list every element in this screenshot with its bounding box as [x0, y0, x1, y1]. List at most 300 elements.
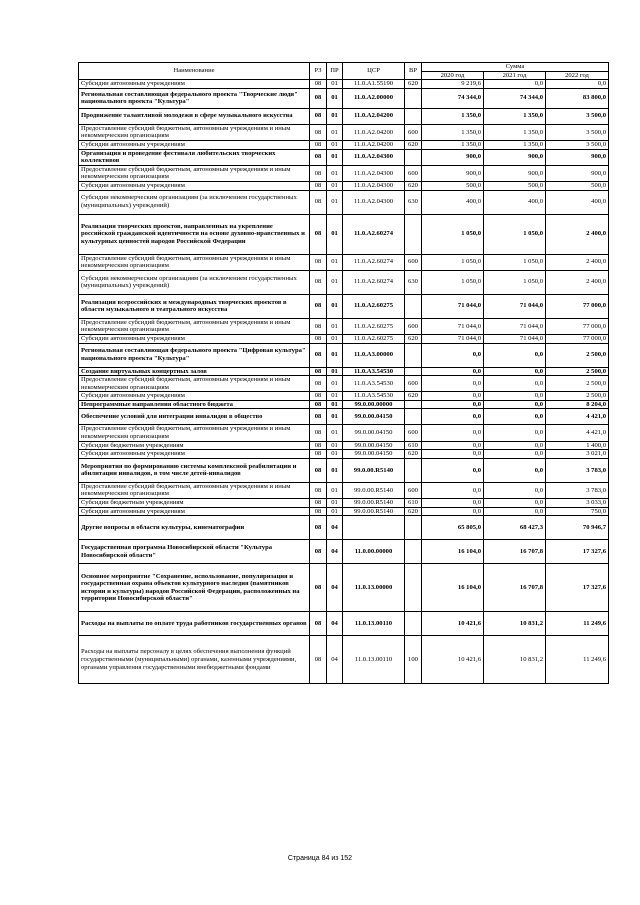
cell-pr: 01 — [327, 165, 343, 181]
cell-y1: 1 350,0 — [422, 140, 484, 149]
cell-y2: 1 050,0 — [484, 254, 546, 270]
cell-pr: 01 — [327, 450, 343, 459]
cell-vr: 620 — [405, 450, 422, 459]
cell-vr — [405, 88, 422, 108]
cell-name: Субсидии автономным учреждениям — [79, 334, 310, 343]
table-row — [79, 392, 609, 401]
cell-rz: 08 — [310, 564, 327, 612]
cell-y3: 77 000,0 — [546, 294, 609, 318]
cell-y1: 500,0 — [422, 181, 484, 190]
cell-y1: 10 421,6 — [422, 636, 484, 684]
cell-y1: 16 104,0 — [422, 540, 484, 564]
table-row — [79, 165, 609, 181]
cell-y1: 65 805,0 — [422, 516, 484, 540]
cell-y3: 900,0 — [546, 165, 609, 181]
cell-y3: 4 421,0 — [546, 409, 609, 425]
table-row — [79, 400, 609, 409]
cell-csr — [343, 516, 405, 540]
cell-name: Обеспечение условий для интеграции инвалидов в общество — [79, 409, 310, 425]
table-row — [79, 108, 609, 124]
cell-csr: 99.0.00.04150 — [343, 441, 405, 450]
cell-rz: 08 — [310, 140, 327, 149]
cell-name: Субсидии автономным учреждениям — [79, 450, 310, 459]
cell-vr: 600 — [405, 165, 422, 181]
cell-csr: 11.0.13.00000 — [343, 564, 405, 612]
budget-document — [78, 62, 608, 684]
cell-y1: 1 350,0 — [422, 108, 484, 124]
cell-y3: 83 800,0 — [546, 88, 609, 108]
table-row — [79, 612, 609, 636]
cell-y2: 0,0 — [484, 425, 546, 441]
cell-y2: 74 344,0 — [484, 88, 546, 108]
cell-name: Реализация всероссийских и международных творческих проектов в области музыкального и театрального искусства — [79, 294, 310, 318]
header-pr: ПР — [327, 63, 343, 80]
table-row — [79, 190, 609, 214]
cell-vr — [405, 564, 422, 612]
cell-y3: 17 327,6 — [546, 540, 609, 564]
cell-name: Продвижение талантливой молодежи в сфере музыкального искусства — [79, 108, 310, 124]
cell-y1: 9 219,6 — [422, 80, 484, 89]
header-rz: РЗ — [310, 63, 327, 80]
cell-rz: 08 — [310, 181, 327, 190]
cell-pr: 01 — [327, 181, 343, 190]
cell-vr — [405, 214, 422, 254]
cell-rz: 08 — [310, 334, 327, 343]
table-row — [79, 458, 609, 482]
cell-rz: 08 — [310, 450, 327, 459]
cell-rz: 08 — [310, 499, 327, 508]
table-row — [79, 564, 609, 612]
cell-y3: 3 783,0 — [546, 482, 609, 498]
cell-name: Предоставление субсидий бюджетным, автономным учреждениям и иным некоммерческим организациям — [79, 124, 310, 140]
cell-y3: 8 204,0 — [546, 400, 609, 409]
cell-vr — [405, 108, 422, 124]
cell-vr: 620 — [405, 80, 422, 89]
table-row — [79, 540, 609, 564]
cell-csr: 11.0.А1.55190 — [343, 80, 405, 89]
cell-pr: 01 — [327, 441, 343, 450]
cell-rz: 08 — [310, 400, 327, 409]
cell-pr: 01 — [327, 409, 343, 425]
cell-y3: 3 500,0 — [546, 140, 609, 149]
cell-y3: 3 500,0 — [546, 124, 609, 140]
cell-vr: 600 — [405, 124, 422, 140]
cell-y1: 0,0 — [422, 409, 484, 425]
table-row — [79, 124, 609, 140]
cell-y1: 0,0 — [422, 450, 484, 459]
cell-csr: 11.0.00.00000 — [343, 540, 405, 564]
cell-name: Расходы на выплаты персоналу в целях обеспечения выполнения функций государственными (муниципальными) органами, казенными учреждениями, органами управления государственными внебюджетными фондами — [79, 636, 310, 684]
cell-pr: 01 — [327, 343, 343, 367]
cell-vr: 620 — [405, 392, 422, 401]
cell-y1: 0,0 — [422, 458, 484, 482]
table-row — [79, 149, 609, 165]
cell-y3: 4 421,0 — [546, 425, 609, 441]
cell-name: Региональная составляющая федерального проекта "Творческие люди" национального проекта "Культура" — [79, 88, 310, 108]
cell-y1: 0,0 — [422, 400, 484, 409]
cell-name: Государственная программа Новосибирской области "Культура Новосибирской области" — [79, 540, 310, 564]
table-row — [79, 214, 609, 254]
cell-y2: 71 044,0 — [484, 334, 546, 343]
cell-rz: 08 — [310, 458, 327, 482]
cell-pr: 04 — [327, 564, 343, 612]
cell-rz: 08 — [310, 367, 327, 376]
cell-csr: 11.0.А2.60275 — [343, 318, 405, 334]
table-row — [79, 636, 609, 684]
cell-rz: 08 — [310, 409, 327, 425]
cell-pr: 01 — [327, 108, 343, 124]
cell-pr: 04 — [327, 612, 343, 636]
cell-vr: 600 — [405, 254, 422, 270]
cell-name: Предоставление субсидий бюджетным, автономным учреждениям и иным некоммерческим организациям — [79, 482, 310, 498]
cell-pr: 01 — [327, 88, 343, 108]
cell-csr: 11.0.13.00110 — [343, 636, 405, 684]
cell-y3: 1 400,0 — [546, 441, 609, 450]
table-row — [79, 80, 609, 89]
cell-csr: 99.0.00.04150 — [343, 425, 405, 441]
cell-csr: 99.0.00.R5140 — [343, 499, 405, 508]
cell-y2: 0,0 — [484, 367, 546, 376]
cell-y1: 0,0 — [422, 499, 484, 508]
table-row — [79, 367, 609, 376]
cell-y1: 71 044,0 — [422, 294, 484, 318]
cell-pr: 01 — [327, 190, 343, 214]
table-row — [79, 343, 609, 367]
cell-y3: 2 400,0 — [546, 254, 609, 270]
cell-name: Региональная составляющая федерального проекта "Цифровая культура" национального проекта "Культура" — [79, 343, 310, 367]
cell-pr: 01 — [327, 254, 343, 270]
cell-y1: 400,0 — [422, 190, 484, 214]
cell-csr: 11.0.А2.04300 — [343, 181, 405, 190]
cell-csr: 11.0.А2.60275 — [343, 294, 405, 318]
cell-csr: 11.0.А3.00000 — [343, 343, 405, 367]
cell-csr: 99.0.00.R5140 — [343, 482, 405, 498]
cell-y1: 0,0 — [422, 367, 484, 376]
cell-csr: 11.0.А2.60274 — [343, 214, 405, 254]
cell-pr: 04 — [327, 636, 343, 684]
cell-vr: 620 — [405, 334, 422, 343]
cell-pr: 01 — [327, 482, 343, 498]
cell-y3: 3 021,0 — [546, 450, 609, 459]
cell-pr: 01 — [327, 499, 343, 508]
cell-pr: 01 — [327, 214, 343, 254]
cell-y1: 1 050,0 — [422, 214, 484, 254]
cell-y3: 70 946,7 — [546, 516, 609, 540]
cell-csr: 11.0.А2.04200 — [343, 140, 405, 149]
cell-pr: 01 — [327, 507, 343, 516]
cell-y2: 0,0 — [484, 80, 546, 89]
cell-y2: 900,0 — [484, 149, 546, 165]
cell-y2: 0,0 — [484, 392, 546, 401]
cell-csr: 99.0.00.04150 — [343, 450, 405, 459]
cell-csr: 11.0.А2.60275 — [343, 334, 405, 343]
cell-y3: 2 500,0 — [546, 367, 609, 376]
cell-pr: 04 — [327, 516, 343, 540]
cell-y3: 400,0 — [546, 190, 609, 214]
table-row — [79, 270, 609, 294]
cell-rz: 08 — [310, 540, 327, 564]
cell-y1: 16 104,0 — [422, 564, 484, 612]
cell-pr: 01 — [327, 80, 343, 89]
cell-y3: 0,0 — [546, 80, 609, 89]
cell-y2: 500,0 — [484, 181, 546, 190]
cell-vr: 630 — [405, 190, 422, 214]
cell-vr — [405, 409, 422, 425]
cell-csr: 99.0.00.04150 — [343, 409, 405, 425]
cell-name: Предоставление субсидий бюджетным, автономным учреждениям и иным некоммерческим организациям — [79, 425, 310, 441]
cell-y2: 0,0 — [484, 343, 546, 367]
cell-y1: 0,0 — [422, 392, 484, 401]
cell-vr: 620 — [405, 507, 422, 516]
cell-name: Субсидии автономным учреждениям — [79, 80, 310, 89]
cell-csr: 11.0.А3.54530 — [343, 392, 405, 401]
cell-y3: 11 249,6 — [546, 636, 609, 684]
cell-rz: 08 — [310, 254, 327, 270]
cell-y3: 2 500,0 — [546, 376, 609, 392]
cell-rz: 08 — [310, 124, 327, 140]
page-number: Страница 84 из 152 — [287, 855, 353, 862]
cell-name: Субсидии бюджетным учреждениям — [79, 441, 310, 450]
cell-csr: 11.0.А2.00000 — [343, 88, 405, 108]
cell-y2: 1 050,0 — [484, 214, 546, 254]
cell-y2: 10 831,2 — [484, 636, 546, 684]
cell-y3: 750,0 — [546, 507, 609, 516]
cell-rz: 08 — [310, 516, 327, 540]
cell-rz: 08 — [310, 376, 327, 392]
cell-csr: 11.0.13.00110 — [343, 612, 405, 636]
cell-vr — [405, 294, 422, 318]
cell-name: Расходы на выплаты по оплате труда работников государственных органов — [79, 612, 310, 636]
table-row — [79, 140, 609, 149]
cell-vr — [405, 458, 422, 482]
table-row — [79, 425, 609, 441]
cell-y2: 0,0 — [484, 450, 546, 459]
table-row — [79, 88, 609, 108]
cell-rz: 08 — [310, 441, 327, 450]
cell-vr: 100 — [405, 636, 422, 684]
cell-y3: 77 000,0 — [546, 334, 609, 343]
cell-csr: 11.0.А2.04300 — [343, 165, 405, 181]
cell-rz: 08 — [310, 612, 327, 636]
cell-y3: 900,0 — [546, 149, 609, 165]
cell-name: Создание виртуальных концертных залов — [79, 367, 310, 376]
cell-csr: 11.0.А2.04300 — [343, 190, 405, 214]
cell-csr: 11.0.А2.60274 — [343, 270, 405, 294]
cell-rz: 08 — [310, 507, 327, 516]
cell-y1: 0,0 — [422, 482, 484, 498]
cell-y2: 16 707,8 — [484, 564, 546, 612]
cell-pr: 01 — [327, 400, 343, 409]
cell-rz: 08 — [310, 343, 327, 367]
table-row — [79, 499, 609, 508]
cell-y1: 0,0 — [422, 343, 484, 367]
cell-y3: 500,0 — [546, 181, 609, 190]
table-row — [79, 294, 609, 318]
cell-csr: 11.0.А2.60274 — [343, 254, 405, 270]
cell-vr — [405, 612, 422, 636]
cell-y2: 0,0 — [484, 499, 546, 508]
cell-rz: 08 — [310, 294, 327, 318]
cell-csr: 11.0.А2.04200 — [343, 124, 405, 140]
cell-y1: 74 344,0 — [422, 88, 484, 108]
cell-y1: 0,0 — [422, 441, 484, 450]
cell-rz: 08 — [310, 270, 327, 294]
cell-csr: 11.0.А2.04200 — [343, 108, 405, 124]
cell-pr: 01 — [327, 294, 343, 318]
cell-vr: 610 — [405, 441, 422, 450]
cell-rz: 08 — [310, 482, 327, 498]
cell-rz: 08 — [310, 392, 327, 401]
cell-y2: 0,0 — [484, 507, 546, 516]
cell-name: Мероприятия по формированию системы комплексной реабилитации и абилитации инвалидов, в том числе детей-инвалидов — [79, 458, 310, 482]
cell-vr: 600 — [405, 318, 422, 334]
cell-pr: 01 — [327, 140, 343, 149]
cell-csr: 99.0.00.R5140 — [343, 458, 405, 482]
cell-y1: 1 050,0 — [422, 270, 484, 294]
cell-csr: 11.0.А3.54530 — [343, 376, 405, 392]
cell-vr: 600 — [405, 425, 422, 441]
cell-name: Предоставление субсидий бюджетным, автономным учреждениям и иным некоммерческим организациям — [79, 254, 310, 270]
header-csr: ЦСР — [343, 63, 405, 80]
header-year-2020: 2020 год — [422, 71, 484, 80]
cell-rz: 08 — [310, 636, 327, 684]
cell-name: Субсидии некоммерческим организациям (за исключением государственных (муниципальных) учреждений) — [79, 190, 310, 214]
cell-name: Основное мероприятие "Сохранение, использование, популяризация и государственная охрана объектов культурного наследия (памятников истории и культуры) народов Российской Федерации, расположенных на территории Новосибирской области" — [79, 564, 310, 612]
cell-y2: 0,0 — [484, 441, 546, 450]
cell-vr: 620 — [405, 181, 422, 190]
cell-y2: 900,0 — [484, 165, 546, 181]
cell-name: Субсидии автономным учреждениям — [79, 181, 310, 190]
cell-name: Субсидии автономным учреждениям — [79, 507, 310, 516]
cell-y3: 3 500,0 — [546, 108, 609, 124]
cell-vr — [405, 400, 422, 409]
cell-pr: 01 — [327, 458, 343, 482]
table-row — [79, 516, 609, 540]
cell-pr: 01 — [327, 425, 343, 441]
header-year-2021: 2021 год — [484, 71, 546, 80]
cell-rz: 08 — [310, 165, 327, 181]
cell-pr: 01 — [327, 334, 343, 343]
table-row — [79, 318, 609, 334]
cell-y2: 16 707,8 — [484, 540, 546, 564]
cell-name: Субсидии автономным учреждениям — [79, 392, 310, 401]
header-name: Наименование — [79, 63, 310, 80]
cell-name: Субсидии бюджетным учреждениям — [79, 499, 310, 508]
cell-vr — [405, 343, 422, 367]
cell-y2: 1 350,0 — [484, 108, 546, 124]
table-row — [79, 376, 609, 392]
cell-y3: 77 000,0 — [546, 318, 609, 334]
cell-name: Субсидии некоммерческим организациям (за исключением государственных (муниципальных) учреждений) — [79, 270, 310, 294]
cell-y3: 3 033,0 — [546, 499, 609, 508]
cell-y3: 11 249,6 — [546, 612, 609, 636]
cell-y3: 2 400,0 — [546, 270, 609, 294]
cell-rz: 08 — [310, 214, 327, 254]
cell-vr: 610 — [405, 499, 422, 508]
cell-rz: 08 — [310, 149, 327, 165]
cell-y2: 400,0 — [484, 190, 546, 214]
cell-y1: 900,0 — [422, 165, 484, 181]
cell-y1: 1 050,0 — [422, 254, 484, 270]
cell-y3: 2 500,0 — [546, 343, 609, 367]
budget-table-body — [79, 80, 609, 684]
cell-name: Предоставление субсидий бюджетным, автономным учреждениям и иным некоммерческим организациям — [79, 376, 310, 392]
cell-csr: 11.0.А2.04300 — [343, 149, 405, 165]
cell-vr — [405, 149, 422, 165]
budget-table — [78, 62, 609, 684]
cell-name: Предоставление субсидий бюджетным, автономным учреждениям и иным некоммерческим организациям — [79, 165, 310, 181]
cell-y3: 2 400,0 — [546, 214, 609, 254]
cell-vr — [405, 540, 422, 564]
table-row — [79, 254, 609, 270]
cell-pr: 01 — [327, 318, 343, 334]
cell-vr: 600 — [405, 482, 422, 498]
cell-rz: 08 — [310, 80, 327, 89]
cell-y1: 71 044,0 — [422, 318, 484, 334]
cell-y3: 3 783,0 — [546, 458, 609, 482]
cell-y1: 0,0 — [422, 425, 484, 441]
cell-pr: 01 — [327, 392, 343, 401]
cell-rz: 08 — [310, 108, 327, 124]
header-vr: ВР — [405, 63, 422, 80]
cell-y2: 1 350,0 — [484, 140, 546, 149]
cell-name: Другие вопросы в области культуры, кинематографии — [79, 516, 310, 540]
cell-y1: 0,0 — [422, 507, 484, 516]
cell-pr: 01 — [327, 149, 343, 165]
cell-y2: 0,0 — [484, 482, 546, 498]
cell-y2: 68 427,3 — [484, 516, 546, 540]
cell-y3: 17 327,6 — [546, 564, 609, 612]
table-row — [79, 409, 609, 425]
cell-vr — [405, 367, 422, 376]
cell-y2: 0,0 — [484, 400, 546, 409]
cell-vr — [405, 516, 422, 540]
header-sum: Сумма — [422, 63, 609, 72]
table-row — [79, 482, 609, 498]
cell-y2: 71 044,0 — [484, 318, 546, 334]
cell-y2: 10 831,2 — [484, 612, 546, 636]
cell-csr: 99.0.00.R5140 — [343, 507, 405, 516]
cell-vr: 630 — [405, 270, 422, 294]
header-year-2022: 2022 год — [546, 71, 609, 80]
cell-y2: 71 044,0 — [484, 294, 546, 318]
cell-vr: 600 — [405, 376, 422, 392]
cell-pr: 01 — [327, 124, 343, 140]
cell-y2: 0,0 — [484, 409, 546, 425]
cell-name: Субсидии автономным учреждениям — [79, 140, 310, 149]
cell-y1: 71 044,0 — [422, 334, 484, 343]
cell-pr: 01 — [327, 270, 343, 294]
table-row — [79, 507, 609, 516]
cell-y1: 10 421,6 — [422, 612, 484, 636]
cell-y2: 0,0 — [484, 376, 546, 392]
cell-csr: 99.0.00.00000 — [343, 400, 405, 409]
cell-rz: 08 — [310, 190, 327, 214]
table-row — [79, 181, 609, 190]
cell-y1: 1 350,0 — [422, 124, 484, 140]
cell-y2: 1 050,0 — [484, 270, 546, 294]
cell-rz: 08 — [310, 425, 327, 441]
cell-rz: 08 — [310, 318, 327, 334]
cell-y2: 1 350,0 — [484, 124, 546, 140]
cell-name: Предоставление субсидий бюджетным, автономным учреждениям и иным некоммерческим организациям — [79, 318, 310, 334]
cell-y1: 0,0 — [422, 376, 484, 392]
cell-pr: 01 — [327, 367, 343, 376]
cell-name: Непрограммные направления областного бюджета — [79, 400, 310, 409]
cell-vr: 620 — [405, 140, 422, 149]
cell-name: Реализация творческих проектов, направленных на укрепление российской гражданской идентичности на основе духовно-нравственных и культурных ценностей народов Российской Федерации — [79, 214, 310, 254]
cell-name: Организация и проведение фестиваля любительских творческих коллективов — [79, 149, 310, 165]
